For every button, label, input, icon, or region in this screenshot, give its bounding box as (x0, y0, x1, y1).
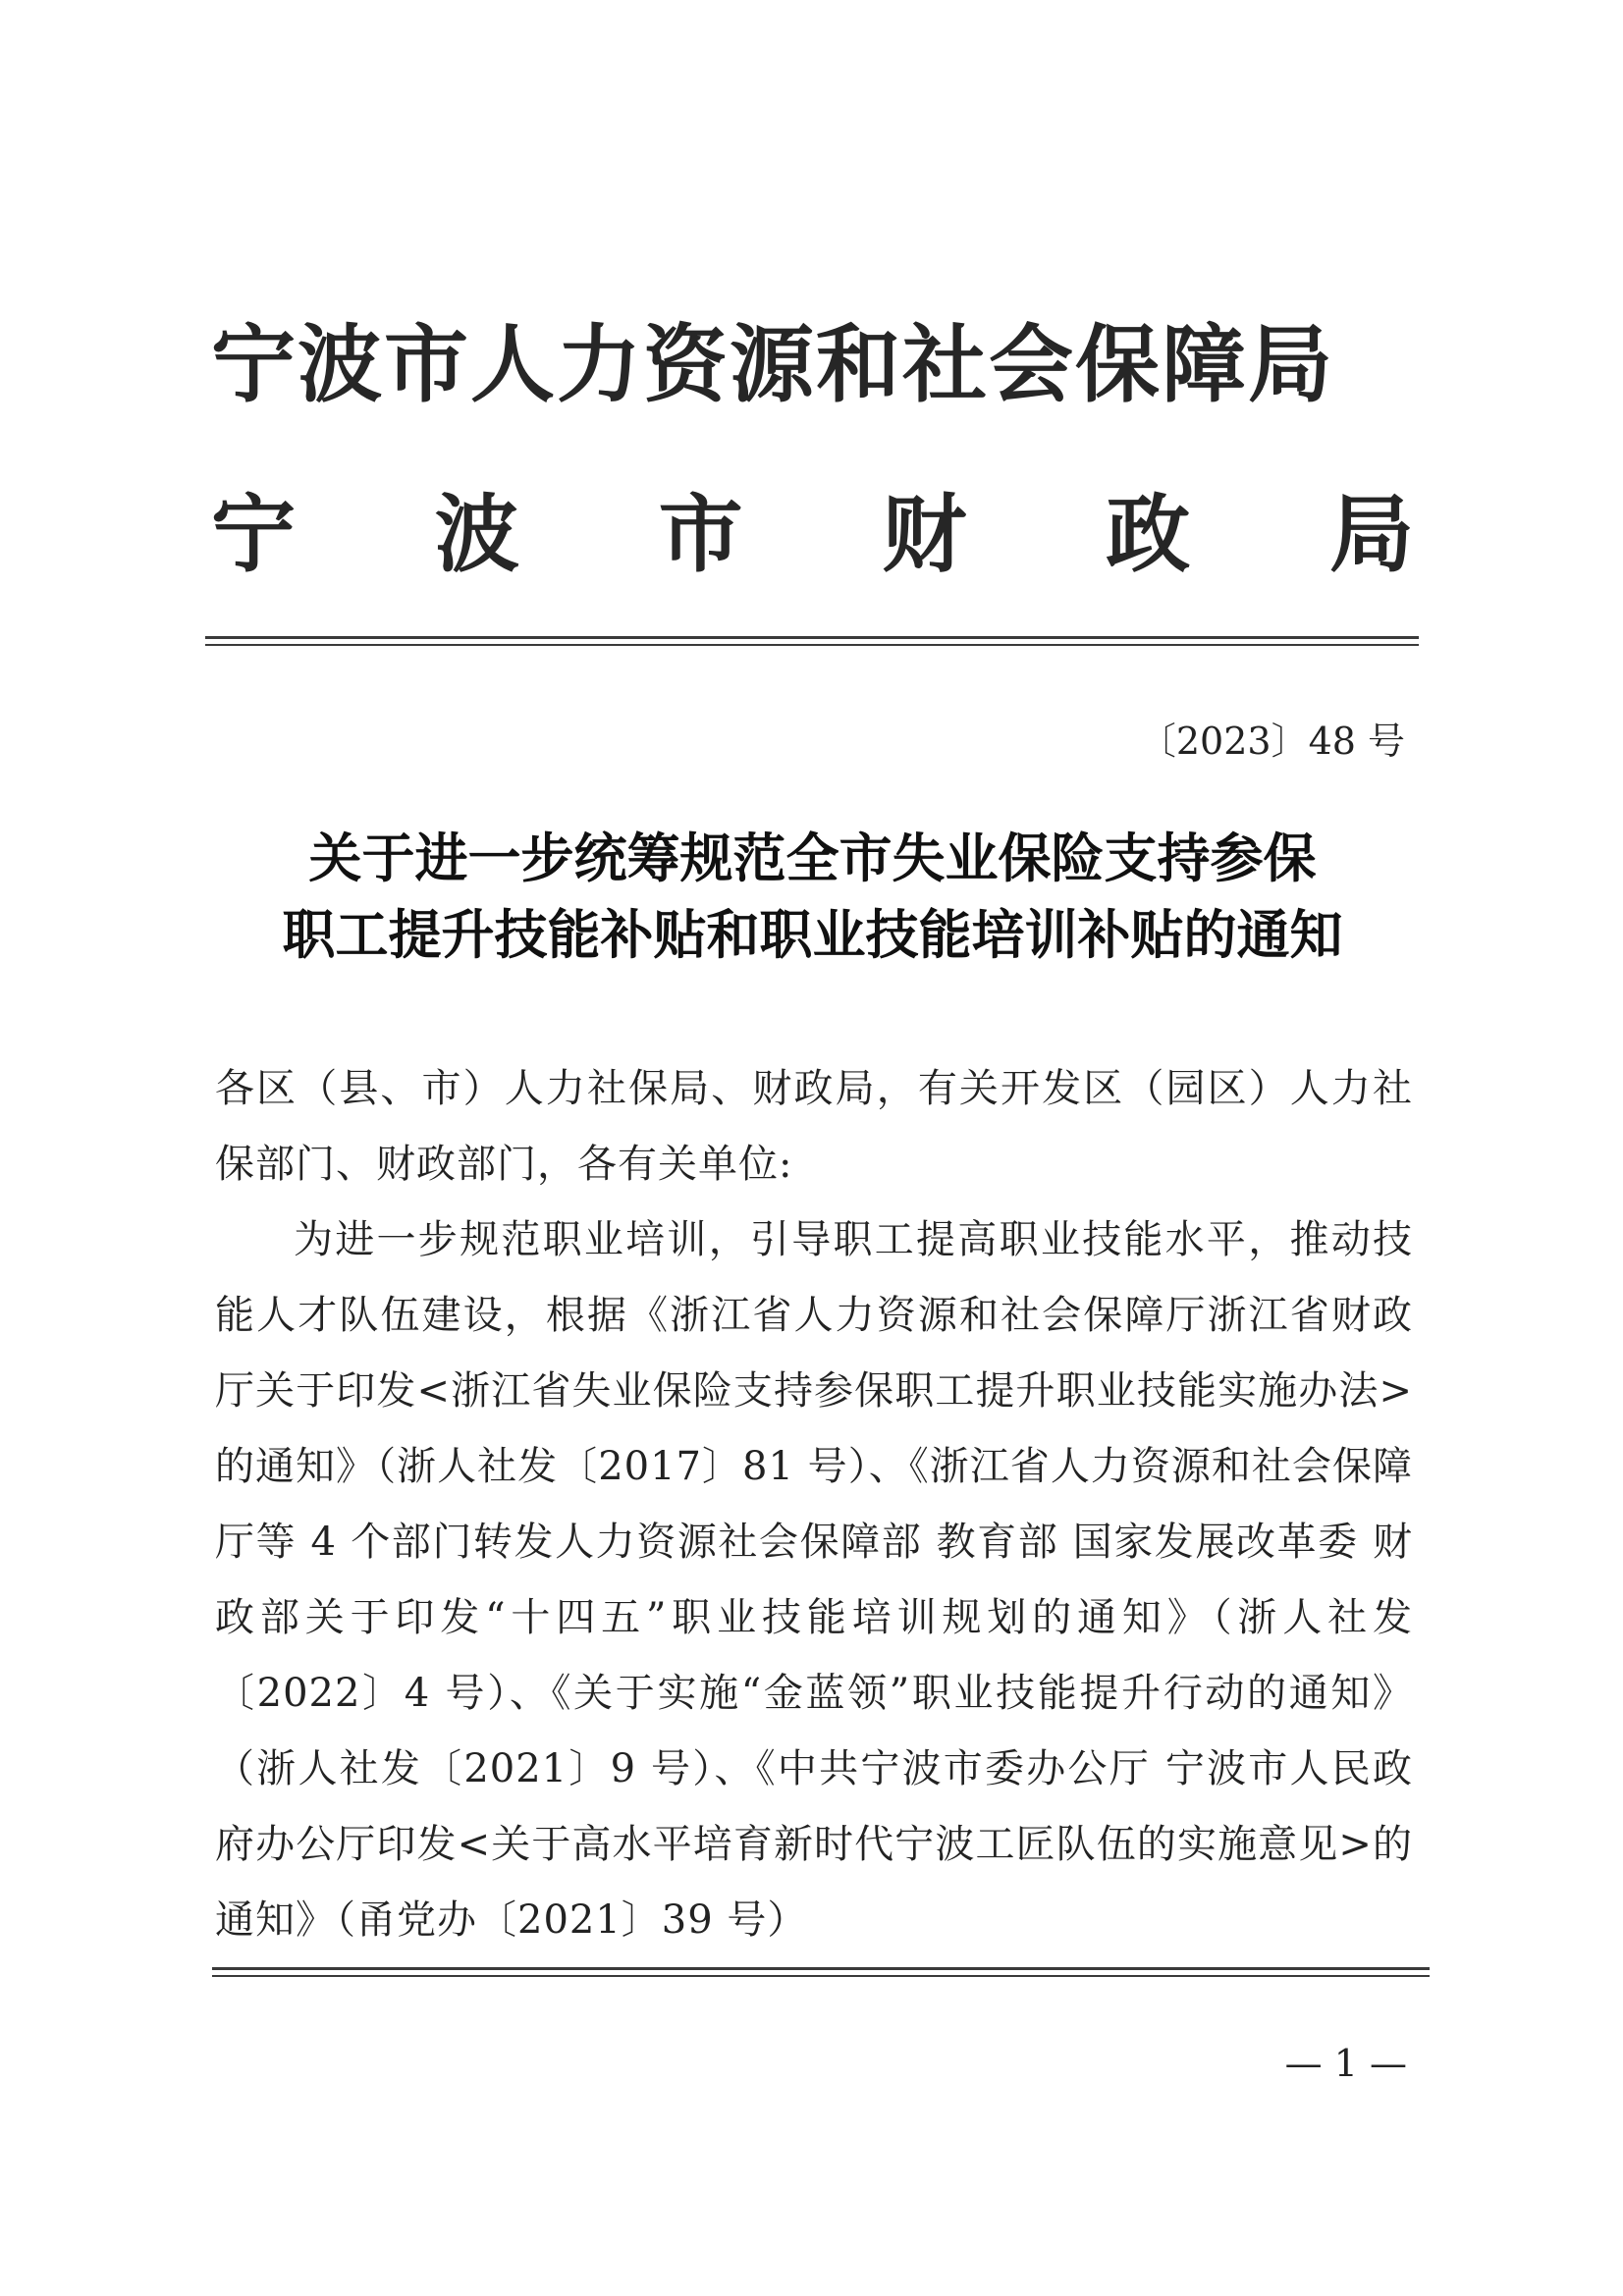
issuer-name-hrss: 宁波市人力资源和社会保障局 (211, 316, 1334, 414)
footer-divider-thick (212, 1967, 1430, 1970)
body-paragraph: 为进一步规范职业培训，引导职工提高职业技能水平，推动技能人才队伍建设，根据《浙江省人力资源和社会保障厅浙江省财政厅关于印发<浙江省失业保险支持参保职工提升职业技能实施办法>的通知》（浙人社发〔2017〕81 号）、《浙江省人力资源和社会保障厅等 4 个部门转发人力资源社会保障部 教育部 国家发展改革委 财政部关于印发“十四五”职业技能培训规划的通知》（浙人社发〔2022〕4 号）、《关于实施“金蓝领”职业技能提升行动的通知》（浙人社发〔2021〕9 号）、《中共宁波市委办公厅 宁波市人民政府办公厅印发<关于高水平培育新时代宁波工匠队伍的实施意见>的通知》（甬党办〔2021〕39 号） (215, 1217, 1413, 1943)
salutation: 各区（县、市）人力社保局、财政局，有关开发区（园区）人力社保部门、财政部门，各有关单位: (215, 1066, 1413, 1187)
issuer-char: 局 (1328, 486, 1414, 584)
header-divider-thick (205, 636, 1419, 639)
issuer-char: 政 (1106, 486, 1191, 584)
document-title-line-2: 职工提升技能补贴和职业技能培训补贴的通知 (282, 904, 1343, 966)
issuer-char: 市 (658, 486, 743, 584)
footer-divider-thin (212, 1975, 1430, 1977)
issuer-char: 宁 (211, 486, 296, 584)
page-number: — 1 — (1284, 2042, 1407, 2085)
issuer-char: 财 (882, 486, 967, 584)
header-divider-thin (205, 644, 1419, 646)
issuer-char: 波 (434, 486, 519, 584)
document-body (215, 1051, 1413, 1958)
issuer-name-finance (211, 486, 1414, 584)
document-number: 〔2023〕48 号 (1138, 720, 1405, 763)
document-title-line-1: 关于进一步统筹规范全市失业保险支持参保 (308, 828, 1317, 889)
